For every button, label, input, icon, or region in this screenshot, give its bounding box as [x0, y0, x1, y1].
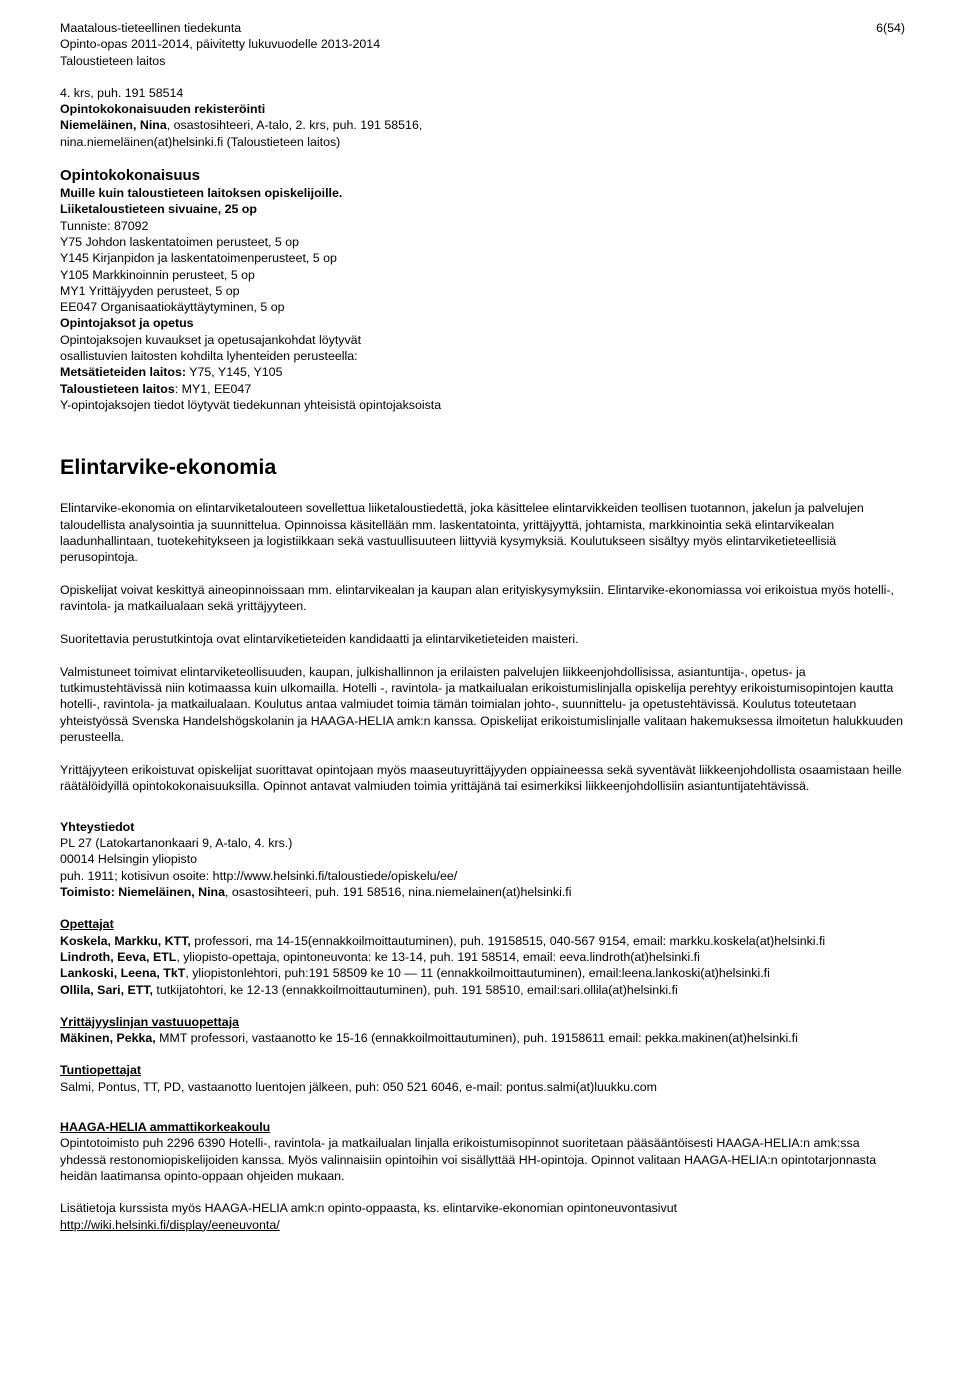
- section-title: Elintarvike-ekonomia: [60, 455, 277, 480]
- teacher-info: , yliopistonlehtori, puh:191 58509 ke 10 — 11 (ennakkoilmoittautuminen), email:leena.lankoski(at)helsinki.fi: [185, 966, 770, 981]
- office-label: Toimisto: Niemeläinen, Nina: [60, 885, 226, 900]
- hourly-teachers-heading: Tuntiopettajat: [60, 1063, 141, 1078]
- teacher-entry: [60, 965, 905, 981]
- econ-courses: [60, 381, 905, 397]
- section-paragraph: Valmistuneet toimivat elintarviketeollisuuden, kaupan, julkishallinnon ja erilaisten palvelujen liikkeenjohdollisissa, asiantuntija-, opetus- ja tutkimustehtävissä niin kotimaassa kuin ulkomailla. Hotelli -, ravintola- ja matkailualan erikoistumislinjalla opiskelija perehtyy erikoistumisopintojen kautta hotelli-, ravintola- ja matkailualaan. Koulutus antaa valmiudet toimia tämän toimialan johto-, suunnittelu- ja opetustehtävissä. Koulutus toteutetaan yhteistyössä Svenska Handelshögskolanin ja HAAGA-HELIA amk:n kanssa. Opiskelijat erikoistumislinjalle valitaan hakemuksessa ilmoitetun halukkuuden perusteella.: [60, 664, 903, 744]
- section-paragraph: Opiskelijat voivat keskittyä aineopinnoissaan mm. elintarvikealan ja kaupan alan erityiskysymyksiin. Elintarvike-ekonomiassa voi erikoistua myös hotelli-, ravintola- ja matkailualaan sekä yrittäjyyteen.: [60, 582, 894, 614]
- contact-heading: Yhteystiedot: [60, 819, 135, 834]
- course-item: Y75 Johdon laskentatoimen perusteet, 5 op: [60, 234, 300, 249]
- y-courses-note: Y-opintojaksojen tiedot löytyvät tiedekunnan yhteisistä opintojaksoista: [60, 397, 442, 412]
- course-item: EE047 Organisaatiokäyttäytyminen, 5 op: [60, 300, 285, 315]
- module-audience: Muille kuin taloustieteen laitoksen opiskelijoille.: [60, 186, 343, 201]
- registration-email: nina.niemeläinen(at)helsinki.fi (Taloustieteen laitos): [60, 134, 341, 149]
- hourly-teachers-text: Salmi, Pontus, TT, PD, vastaanotto luentojen jälkeen, puh: 050 521 6046, e-mail: pontus.salmi(at)luukku.com: [60, 1079, 657, 1094]
- document-page: [60, 20, 905, 1233]
- footer-text: Lisätietoja kurssista myös HAAGA-HELIA amk:n opinto-oppaasta, ks. elintarvike-ekonomian opintoneuvontasivut: [60, 1201, 678, 1216]
- teachers-heading: Opettajat: [60, 917, 114, 932]
- header-faculty: Maatalous-tieteellinen tiedekunta: [60, 21, 242, 35]
- haaga-text: Opintotoimisto puh 2296 6390 Hotelli-, ravintola- ja matkailualan linjalla erikoistumisopinnot suoritetaan pääsääntöisesti HAAGA-HELIA:n amk:ssa yhdessä restonomiopiskelijoiden kanssa. Myös valinnaisiin opintoihin voi sisällyttää HH-opintoja. Opinnot valitaan HAAGA-HELIA:n opintotarjonnasta heidän laatimansa opinto-oppaan ohjeiden mukaan.: [60, 1136, 877, 1183]
- contact-phone: puh. 1911; kotisivun osoite: http://www.helsinki.fi/taloustiede/opiskelu/ee/: [60, 868, 458, 883]
- module-heading: Opintokokonaisuus: [60, 167, 201, 185]
- teacher-info: , yliopisto-opettaja, opintoneuvonta: ke 13-14, puh. 191 58514, email: eeva.lindroth(at)helsinki.fi: [176, 949, 700, 964]
- teacher-name: Koskela, Markku, KTT,: [60, 933, 191, 948]
- course-item: MY1 Yrittäjyyden perusteet, 5 op: [60, 283, 240, 298]
- teacher-entry: [60, 949, 905, 965]
- minor-title: Liiketaloustieteen sivuaine, 25 op: [60, 202, 257, 217]
- course-item: Y105 Markkinoinnin perusteet, 5 op: [60, 267, 255, 282]
- teacher-name: Lankoski, Leena, TkT: [60, 966, 186, 981]
- teacher-name: Ollila, Sari, ETT,: [60, 982, 153, 997]
- entrepreneurship-entry: [60, 1030, 905, 1046]
- module-identifier: Tunniste: 87092: [60, 218, 149, 233]
- teacher-entry: [60, 982, 905, 998]
- entrepreneurship-name: Mäkinen, Pekka,: [60, 1031, 156, 1046]
- teacher-info: tutkijatohtori, ke 12-13 (ennakkoilmoittautuminen), puh. 191 58510, email:sari.ollila(at)helsinki.fi: [152, 982, 678, 997]
- teaching-text-1: Opintojaksojen kuvaukset ja opetusajankohdat löytyvät: [60, 332, 362, 347]
- contact-address-2: 00014 Helsingin yliopisto: [60, 852, 198, 867]
- entrepreneurship-heading: Yrittäjyyslinjan vastuuopettaja: [60, 1014, 240, 1029]
- contact-office: [60, 884, 905, 900]
- forest-label: Metsätieteiden laitos:: [60, 365, 186, 380]
- haaga-heading: HAAGA-HELIA ammattikorkeakoulu: [60, 1120, 271, 1135]
- registration-contact: [60, 117, 905, 133]
- contact-floor-phone: 4. krs, puh. 191 58514: [60, 85, 184, 100]
- contact-address-1: PL 27 (Latokartanonkaari 9, A-talo, 4. krs.): [60, 836, 293, 851]
- section-paragraph: Elintarvike-ekonomia on elintarviketalouteen sovellettua liiketaloustiedettä, joka käsittelee elintarvikkeiden teollisen tuotannon, jakelun ja palvelujen taloudellista analysointia ja suunnittelua. Opinnoissa käsitellään mm. laskentatointa, yrittäjyyttä, johtamista, markkinointia sekä elintarvikealan laadunhallintaan, tuotekehitykseen ja logistiikkaan sekä vastuullisuuteen liittyviä kysymyksiä. Koulutukseen sisältyy myös elintarviketieteellisiä perusopintoja.: [60, 501, 864, 565]
- teacher-name: Lindroth, Eeva, ETL: [60, 949, 177, 964]
- teaching-heading: Opintojaksot ja opetus: [60, 316, 194, 331]
- teaching-text-2: osallistuvien laitosten kohdilta lyhenteiden perusteella:: [60, 349, 358, 364]
- teacher-entry: [60, 933, 905, 949]
- footer-link[interactable]: http://wiki.helsinki.fi/display/eeneuvonta/: [60, 1217, 280, 1232]
- registration-name: Niemeläinen, Nina: [60, 118, 167, 133]
- entrepreneurship-info: MMT professori, vastaanotto ke 15-16 (ennakkoilmoittautuminen), puh. 19158611 email: pekka.makinen(at)helsinki.fi: [155, 1031, 798, 1046]
- forest-value: Y75, Y145, Y105: [186, 365, 283, 380]
- registration-details: , osastosihteeri, A-talo, 2. krs, puh. 191 58516,: [166, 118, 423, 133]
- section-paragraph: Suoritettavia perustutkintoja ovat elintarviketieteiden kandidaatti ja elintarviketieteiden maisteri.: [60, 632, 579, 647]
- registration-heading: Opintokokonaisuuden rekisteröinti: [60, 102, 266, 117]
- header-guide: Opinto-opas 2011-2014, päivitetty lukuvuodelle 2013-2014: [60, 37, 381, 52]
- econ-value: : MY1, EE047: [174, 381, 252, 396]
- office-value: , osastosihteeri, puh. 191 58516, nina.niemelainen(at)helsinki.fi: [225, 885, 572, 900]
- course-item: Y145 Kirjanpidon ja laskentatoimenperusteet, 5 op: [60, 251, 337, 266]
- section-paragraph: Yrittäjyyteen erikoistuvat opiskelijat suorittavat opintojaan myös maaseutuyrittäjyyden oppiaineessa sekä syventävät liikkeenjohdollista osaamistaan heille räätälöidyillä opintokokonaisuuksilla. Opinnot antavat valmiuden toimia yrittäjänä tai esimerkiksi liikkeenjohdollisiin asiantuntijatehtävissä.: [60, 762, 902, 794]
- econ-label: Taloustieteen laitos: [60, 381, 175, 396]
- forest-courses: [60, 364, 905, 380]
- header-department: Taloustieteen laitos: [60, 53, 166, 68]
- teacher-info: professori, ma 14-15(ennakkoilmoittautuminen), puh. 19158515, 040-567 9154, email: markku.koskela(at)helsinki.fi: [190, 933, 826, 948]
- page-number: 6(54): [876, 21, 905, 35]
